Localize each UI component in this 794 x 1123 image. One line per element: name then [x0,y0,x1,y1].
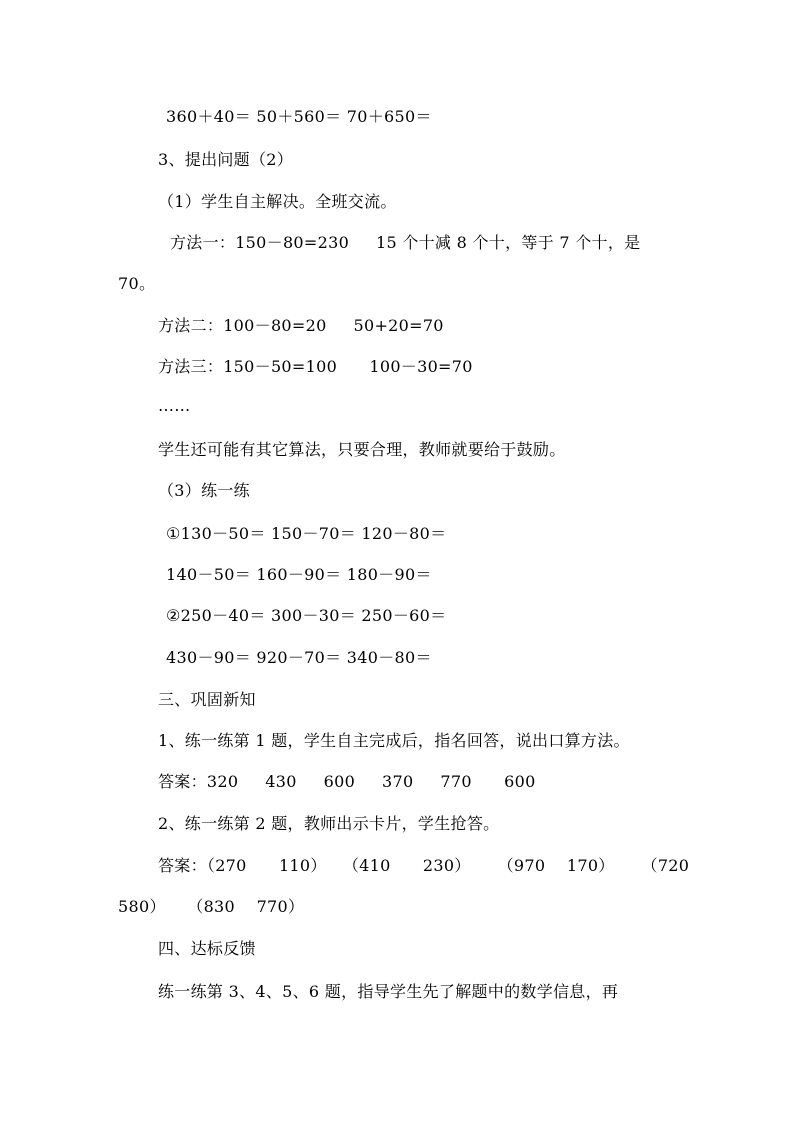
exercise-1-line: 1、练一练第 1 题，学生自主完成后，指名回答，说出口算方法。 [158,731,630,750]
addition-exercises-line: 360＋40＝ 50＋560＝ 70＋650＝ [166,107,432,126]
step-3-heading: （3）练一练 [158,481,250,500]
method-one-continuation: 70。 [118,274,156,293]
exercise-2-line: 2、练一练第 2 题，教师出示卡片，学生抢答。 [158,814,500,833]
feedback-line: 练一练第 3、4、5、6 题，指导学生先了解题中的数学信息，再 [158,982,619,1001]
practice-row-3: ②250－40＝ 300－30＝ 250－60＝ [166,606,447,625]
practice-row-2: 140－50＝ 160－90＝ 180－90＝ [166,565,432,584]
method-two-line: 方法二：100－80=20 50+20=70 [158,316,444,335]
section-heading-consolidate: 三、巩固新知 [158,690,256,709]
section-heading-ask-question: 3、提出问题（2） [158,150,294,169]
practice-row-1: ①130－50＝ 150－70＝ 120－80＝ [166,524,447,543]
answer-2-line: 答案：（270 110） （410 230） （970 170） （720 [158,856,690,875]
method-one-line: 方法一：150－80=230 15 个十减 8 个十，等于 7 个十，是 [170,233,641,252]
section-heading-feedback: 四、达标反馈 [158,939,256,958]
teacher-note-line: 学生还可能有其它算法，只要合理，教师就要给于鼓励。 [158,440,566,459]
step-1-heading: （1）学生自主解决。全班交流。 [158,192,397,211]
ellipsis-line: …… [158,396,191,415]
method-three-line: 方法三：150－50=100 100－30=70 [158,357,473,376]
practice-row-4: 430－90＝ 920－70＝ 340－80＝ [166,648,432,667]
answer-1-line: 答案：320 430 600 370 770 600 [158,772,536,791]
answer-2-continuation: 580） （830 770） [118,897,305,916]
